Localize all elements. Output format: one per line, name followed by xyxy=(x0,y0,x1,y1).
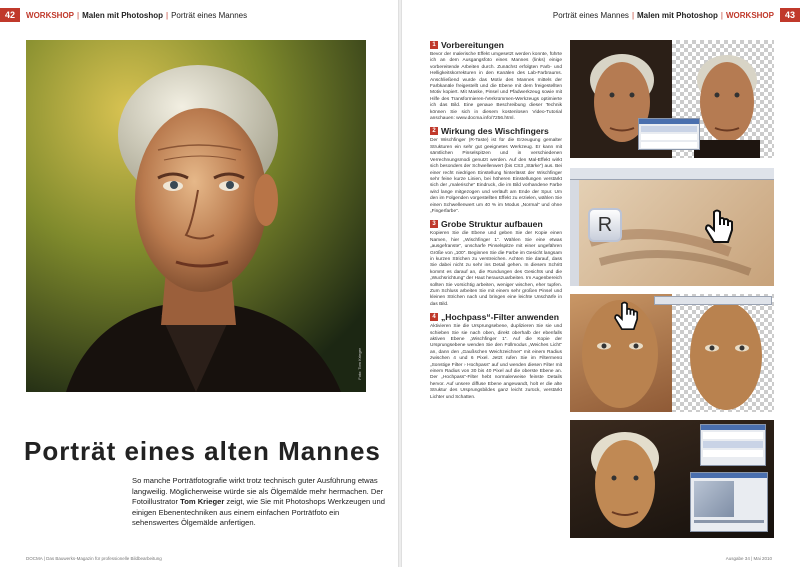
page-number: 43 xyxy=(780,8,800,22)
step-2-screenshot xyxy=(570,168,774,286)
step-title: Grobe Struktur aufbauen xyxy=(441,219,543,230)
section-label: Malen mit Photoshop xyxy=(637,10,718,20)
brush-options-bar xyxy=(654,296,772,305)
header-separator: | xyxy=(77,10,80,20)
header-separator: | xyxy=(631,10,635,20)
left-footer: DOCMA | Das Bauwerks-Magazin für professionelle Bildbearbeitung xyxy=(26,556,162,561)
workshop-label: WORKSHOP xyxy=(725,10,774,20)
step-body: Der Wischfinger (R-Taste) ist für die Erzeugung gemalter Strukturen ein sehr gut geeignetes Werkzeug. Er kann mit sämtlichen Pinselspitzen und in verschiedenen Verrechnungsmodi genutzt werden. Auf den Mal-Effekt wirkt sich besonders der Schwellenwert (bis CS3 „Stärke“) aus. Bei einer recht niedrigen Einstellung hinterlässt der Wischfinger sehr feine kurze Linien, bei höheren Einstellungen verstärkt sich der „malerische“ Eindruck, die im Bild vorhandene Farbe wird lange mitgezogen und verläuft am Ende der Spur. Um den im Folgenden vorgestellten Effekt zu erzielen, wählen Sie einen Schwellenwert um 40 % im Modus „Normal“ und ohne „Fingerfarbe“. xyxy=(430,138,562,214)
step-body: Aktivieren Sie die Ursprungsebene, duplizieren Sie sie und schieben Sie sie nach oben, direkt oberhalb der ebenfalls aktiven Ebene „Wischfinger 1“. Auf die Kopie der Ursprungsebene wenden Sie den Füllmodus „Weiches Licht“ an, dann den „Gaußschen Weichzeichner“ mit einem Radius zwischen 4 und 6 Pixel. Jetzt rufen Sie im Filtermenü „Sonstige Filter › Hochpass“ auf und wenden diesen Filter mit einem Radius von 30 bis 40 Pixel auf die oberste Ebene an. Der „Hochpass“-Filter hebt normalerweise feinste Details hervor. Auf unsere diffuse Ebene angewandt, holt er die alte Struktur des Ursprungsbildes ganz leicht zurück, verstärkt Lichter und Schatten. xyxy=(430,324,562,400)
face-closeup xyxy=(672,294,774,412)
step-heading xyxy=(430,312,562,322)
step-title: „Hochpass“-Filter anwenden xyxy=(441,312,559,323)
header-separator: | xyxy=(720,10,723,20)
photo-credit: Foto: Tom Krieger xyxy=(357,348,362,380)
hand-cursor-icon xyxy=(610,300,644,338)
step-body: Kopieren Sie die Ebene und geben Sie der Kopie einen Namen, hier „Wischfinger 1“. Wählen Sie eine etwas „ausgefranste“, unscharfe Pinselspitze mit einer ungefähren Größe von „100“. Beginnen Sie die Farbe im Gesicht langsam in kurzen Strichen zu verstreichen. Achten Sie darauf, dass Sie dabei nicht zu sehr ins Detail gehen. In diesem Schritt kommt es darauf an, die Rundungen des Gesichts und die „Wuchsrichtung“ der Haut herauszuarbeiten. Im Augenbereich sollten Sie vorsichtig arbeiten, weniger wischen, eher tupfen. Zum Schluss arbeiten Sie mit einem sehr großen Pinsel und kleinen Strichen nach und bringen eine leichte Unschärfe in das Bild. xyxy=(430,231,562,307)
smudged-layer-preview xyxy=(672,294,774,412)
tool-palette xyxy=(570,180,579,286)
right-header xyxy=(553,8,800,22)
article-lead xyxy=(132,476,388,529)
left-header xyxy=(0,8,247,22)
section-label: Malen mit Photoshop xyxy=(82,10,163,20)
page-number: 42 xyxy=(0,8,20,22)
subject-label: Porträt eines Mannes xyxy=(552,10,629,20)
high-pass-dialog xyxy=(690,472,768,532)
step-number: 4 xyxy=(430,313,438,321)
step-3-screenshot xyxy=(570,294,774,412)
lead-text-start: So manche Porträtfotografie wirkt trotz technisch guter Ausführung etwas langweilig. Möglicherweise würde sie als Ölgemälde mehr hermachen. Der Fotoillustrator xyxy=(132,476,384,507)
step-number: 1 xyxy=(430,41,438,49)
step-number: 3 xyxy=(430,220,438,228)
right-footer: Ausgabe 34 | Mai 2010 xyxy=(725,556,772,561)
hand-cursor-icon xyxy=(700,208,740,252)
lead-text-end: zeigt, wie Sie mit Photoshops Werkzeugen und einigen Ebenentechniken aus einem einfachen Porträtfoto ein sehenswertes Ölgemälde anfertigen. xyxy=(132,497,385,528)
header-separator: | xyxy=(165,10,169,20)
step-4 xyxy=(430,312,562,401)
steps-column xyxy=(430,40,562,405)
portrait-illustration xyxy=(26,40,366,392)
right-page xyxy=(402,0,800,567)
r-key-icon: R xyxy=(588,208,622,242)
step-title: Wirkung des Wischfingers xyxy=(441,126,549,137)
step-heading xyxy=(430,40,562,50)
step-1 xyxy=(430,40,562,122)
options-bar xyxy=(570,168,774,180)
step-heading xyxy=(430,126,562,136)
main-portrait-painting xyxy=(26,40,366,392)
workshop-label: WORKSHOP xyxy=(26,10,75,20)
subject-label: Porträt eines Mannes xyxy=(171,10,248,20)
step-2 xyxy=(430,126,562,215)
face-thumbnail xyxy=(570,420,680,538)
step-4-screenshot xyxy=(570,420,774,538)
article-title: Porträt eines alten Mannes xyxy=(24,436,381,466)
author-name: Tom Krieger xyxy=(180,497,225,507)
step-title: Vorbereitungen xyxy=(441,40,504,50)
step-heading xyxy=(430,219,562,229)
layers-panel xyxy=(638,118,700,150)
layers-panel xyxy=(700,424,766,466)
step-body: Bevor der malerische Effekt umgesetzt werden konnte, führte ich an dem Ausgangsfoto eines Mannes (links) einige vorbereitende Arbeiten durch. Zunächst erfolgten Farb- und Helligkeitskorrekturen in den Kanälen des Lab-Farbraums. Anschließend wurde das Motiv des Mannes mittels der Farbkanäle freigestellt und die Ebene mit dem freigestellten Motiv kopiert. Mit Maske, Pinsel und Pfadwerkzeug sowie mit Hilfe des Transformieren-/Verkrümmen-Werkzeugs optimierte ich das Bild. Eine genaue Beschreibung dieser Technik können Sie sich in diesem kostenlosen Video-Tutorial anschauen: www.docma.info/7256.html. xyxy=(430,52,562,122)
step-number: 2 xyxy=(430,127,438,135)
step-3 xyxy=(430,219,562,308)
left-page xyxy=(0,0,398,567)
step-1-screenshot xyxy=(570,40,774,158)
